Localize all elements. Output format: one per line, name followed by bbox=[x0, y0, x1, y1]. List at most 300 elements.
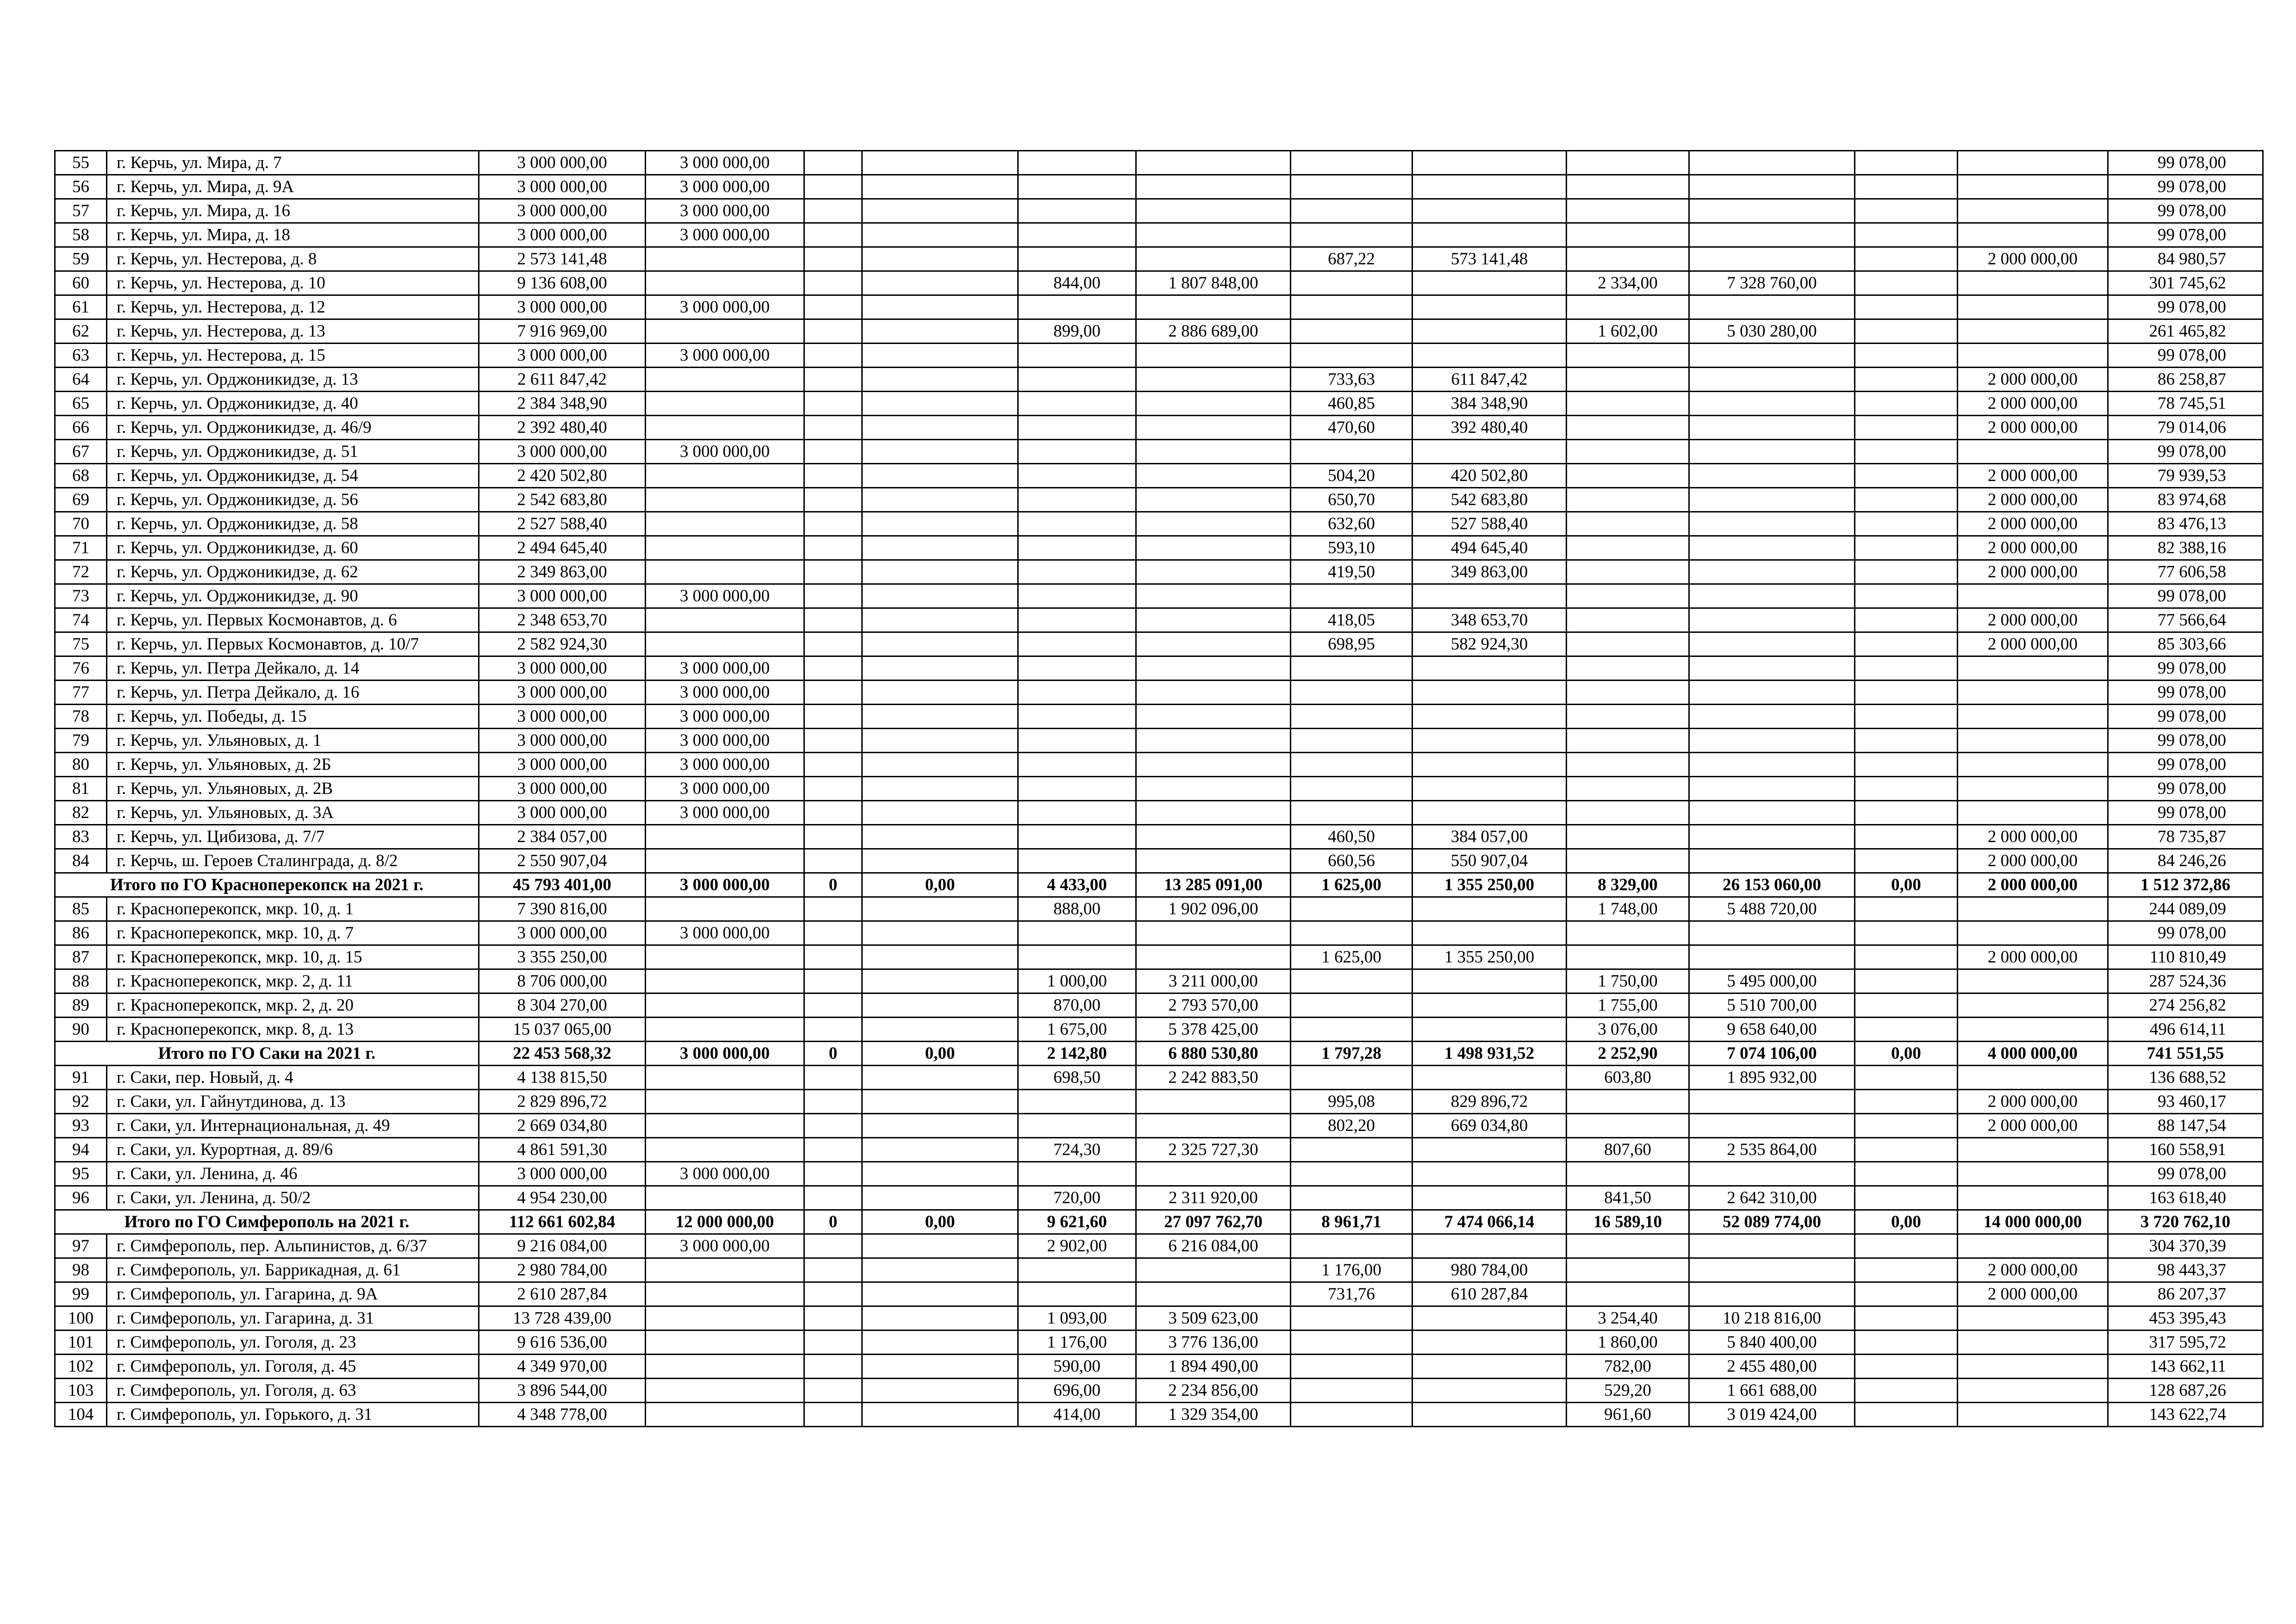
value-cell bbox=[1291, 344, 1412, 368]
value-cell bbox=[1291, 319, 1412, 344]
value-cell bbox=[804, 608, 862, 632]
subtotal-label: Итого по ГО Симферополь на 2021 г. bbox=[55, 1210, 479, 1234]
row-number-cell: 79 bbox=[55, 729, 107, 753]
value-cell bbox=[1689, 1090, 1855, 1114]
value-cell: 3 019 424,00 bbox=[1689, 1403, 1855, 1427]
value-cell bbox=[804, 1258, 862, 1282]
value-cell: 2 000 000,00 bbox=[1958, 464, 2108, 488]
value-cell bbox=[1136, 825, 1291, 849]
value-cell bbox=[1689, 1258, 1855, 1282]
value-cell bbox=[862, 223, 1018, 247]
value-cell: 414,00 bbox=[1018, 1403, 1136, 1427]
table-row bbox=[55, 368, 2263, 392]
value-cell bbox=[804, 1066, 862, 1090]
value-cell: 3 076,00 bbox=[1567, 1018, 1689, 1042]
value-cell: 5 378 425,00 bbox=[1136, 1018, 1291, 1042]
table-row bbox=[55, 825, 2263, 849]
table-row bbox=[55, 440, 2263, 464]
value-cell bbox=[1855, 1138, 1958, 1162]
value-cell bbox=[1412, 681, 1567, 705]
value-cell bbox=[1136, 753, 1291, 777]
value-cell bbox=[1855, 344, 1958, 368]
value-cell bbox=[1689, 464, 1855, 488]
address-cell: г. Керчь, ул. Орджоникидзе, д. 46/9 bbox=[107, 416, 479, 440]
value-cell bbox=[1136, 1114, 1291, 1138]
value-cell: 731,76 bbox=[1291, 1282, 1412, 1306]
value-cell bbox=[1689, 151, 1855, 175]
value-cell: 0 bbox=[804, 873, 862, 897]
value-cell bbox=[1018, 488, 1136, 512]
value-cell bbox=[646, 1090, 804, 1114]
value-cell: 98 443,37 bbox=[2108, 1258, 2263, 1282]
value-cell: 2 793 570,00 bbox=[1136, 993, 1291, 1018]
row-number-cell: 67 bbox=[55, 440, 107, 464]
value-cell: 160 558,91 bbox=[2108, 1138, 2263, 1162]
table-row bbox=[55, 849, 2263, 873]
value-cell: 84 980,57 bbox=[2108, 247, 2263, 271]
value-cell bbox=[804, 777, 862, 801]
row-number-cell: 85 bbox=[55, 897, 107, 921]
value-cell bbox=[1689, 440, 1855, 464]
table-row bbox=[55, 488, 2263, 512]
value-cell: 2 610 287,84 bbox=[479, 1282, 646, 1306]
address-cell: г. Красноперекопск, мкр. 10, д. 7 bbox=[107, 921, 479, 945]
value-cell: 3 000 000,00 bbox=[479, 801, 646, 825]
value-cell: 143 662,11 bbox=[2108, 1355, 2263, 1379]
value-cell bbox=[1136, 1162, 1291, 1186]
subtotal-label: Итого по ГО Саки на 2021 г. bbox=[55, 1042, 479, 1066]
row-number-cell: 99 bbox=[55, 1282, 107, 1306]
value-cell: 2 902,00 bbox=[1018, 1234, 1136, 1258]
value-cell bbox=[1018, 753, 1136, 777]
value-cell bbox=[1958, 271, 2108, 295]
value-cell: 1 000,00 bbox=[1018, 969, 1136, 993]
value-cell: 504,20 bbox=[1291, 464, 1412, 488]
value-cell bbox=[1855, 368, 1958, 392]
row-number-cell: 95 bbox=[55, 1162, 107, 1186]
value-cell: 244 089,09 bbox=[2108, 897, 2263, 921]
address-cell: г. Саки, ул. Гайнутдинова, д. 13 bbox=[107, 1090, 479, 1114]
value-cell: 12 000 000,00 bbox=[646, 1210, 804, 1234]
value-cell: 2 535 864,00 bbox=[1689, 1138, 1855, 1162]
table-row bbox=[55, 344, 2263, 368]
value-cell bbox=[1018, 416, 1136, 440]
table-row bbox=[55, 199, 2263, 223]
value-cell: 1 902 096,00 bbox=[1136, 897, 1291, 921]
value-cell bbox=[1018, 1162, 1136, 1186]
value-cell: 99 078,00 bbox=[2108, 681, 2263, 705]
value-cell: 99 078,00 bbox=[2108, 777, 2263, 801]
value-cell bbox=[1136, 223, 1291, 247]
value-cell: 3 000 000,00 bbox=[479, 705, 646, 729]
value-cell: 2 000 000,00 bbox=[1958, 512, 2108, 536]
value-cell bbox=[1018, 560, 1136, 584]
value-cell: 3 000 000,00 bbox=[646, 656, 804, 681]
row-number-cell: 89 bbox=[55, 993, 107, 1018]
value-cell bbox=[1855, 801, 1958, 825]
value-cell bbox=[1291, 1330, 1412, 1355]
value-cell bbox=[1412, 656, 1567, 681]
value-cell bbox=[1018, 729, 1136, 753]
value-cell bbox=[1291, 656, 1412, 681]
address-cell: г. Керчь, ул. Нестерова, д. 13 bbox=[107, 319, 479, 344]
value-cell bbox=[1958, 921, 2108, 945]
value-cell: 3 000 000,00 bbox=[646, 1042, 804, 1066]
value-cell bbox=[1689, 681, 1855, 705]
value-cell: 418,05 bbox=[1291, 608, 1412, 632]
address-cell: г. Красноперекопск, мкр. 8, д. 13 bbox=[107, 1018, 479, 1042]
value-cell bbox=[1412, 199, 1567, 223]
value-cell: 99 078,00 bbox=[2108, 175, 2263, 199]
value-cell: 6 216 084,00 bbox=[1136, 1234, 1291, 1258]
value-cell bbox=[1855, 560, 1958, 584]
value-cell bbox=[862, 1306, 1018, 1330]
value-cell bbox=[1567, 1282, 1689, 1306]
value-cell: 8 961,71 bbox=[1291, 1210, 1412, 1234]
value-cell: 99 078,00 bbox=[2108, 729, 2263, 753]
value-cell bbox=[1567, 825, 1689, 849]
value-cell bbox=[1567, 705, 1689, 729]
value-cell bbox=[1689, 921, 1855, 945]
value-cell: 3 000 000,00 bbox=[646, 1162, 804, 1186]
row-number-cell: 73 bbox=[55, 584, 107, 608]
row-number-cell: 58 bbox=[55, 223, 107, 247]
value-cell bbox=[1291, 151, 1412, 175]
value-cell bbox=[804, 223, 862, 247]
value-cell bbox=[1567, 199, 1689, 223]
value-cell bbox=[862, 151, 1018, 175]
table-row bbox=[55, 681, 2263, 705]
value-cell bbox=[1855, 416, 1958, 440]
value-cell bbox=[1689, 584, 1855, 608]
value-cell: 724,30 bbox=[1018, 1138, 1136, 1162]
value-cell: 304 370,39 bbox=[2108, 1234, 2263, 1258]
value-cell bbox=[1136, 729, 1291, 753]
value-cell bbox=[862, 1258, 1018, 1282]
value-cell bbox=[1855, 777, 1958, 801]
value-cell: 3 896 544,00 bbox=[479, 1379, 646, 1403]
value-cell: 0 bbox=[804, 1042, 862, 1066]
value-cell bbox=[1136, 632, 1291, 656]
value-cell bbox=[1567, 247, 1689, 271]
value-cell bbox=[804, 1379, 862, 1403]
value-cell: 7 474 066,14 bbox=[1412, 1210, 1567, 1234]
table-row bbox=[55, 1186, 2263, 1210]
value-cell: 1 661 688,00 bbox=[1689, 1379, 1855, 1403]
value-cell: 3 000 000,00 bbox=[646, 777, 804, 801]
address-cell: г. Симферополь, ул. Гагарина, д. 31 bbox=[107, 1306, 479, 1330]
table-row bbox=[55, 729, 2263, 753]
value-cell: 3 000 000,00 bbox=[479, 223, 646, 247]
value-cell bbox=[1855, 1282, 1958, 1306]
value-cell bbox=[1855, 1090, 1958, 1114]
value-cell bbox=[1958, 753, 2108, 777]
value-cell: 650,70 bbox=[1291, 488, 1412, 512]
value-cell: 2 384 348,90 bbox=[479, 392, 646, 416]
value-cell bbox=[646, 897, 804, 921]
address-cell: г. Керчь, ул. Петра Дейкало, д. 16 bbox=[107, 681, 479, 705]
value-cell bbox=[862, 536, 1018, 560]
address-cell: г. Керчь, ул. Цибизова, д. 7/7 bbox=[107, 825, 479, 849]
value-cell: 4 138 815,50 bbox=[479, 1066, 646, 1090]
value-cell: 3 000 000,00 bbox=[646, 151, 804, 175]
value-cell: 2 384 057,00 bbox=[479, 825, 646, 849]
row-number-cell: 84 bbox=[55, 849, 107, 873]
value-cell bbox=[804, 897, 862, 921]
value-cell bbox=[1018, 199, 1136, 223]
value-cell bbox=[1412, 1138, 1567, 1162]
table-row bbox=[55, 897, 2263, 921]
row-number-cell: 76 bbox=[55, 656, 107, 681]
value-cell bbox=[1567, 921, 1689, 945]
value-cell: 1 512 372,86 bbox=[2108, 873, 2263, 897]
value-cell: 733,63 bbox=[1291, 368, 1412, 392]
value-cell bbox=[1855, 512, 1958, 536]
table-row bbox=[55, 560, 2263, 584]
value-cell bbox=[646, 993, 804, 1018]
value-cell bbox=[1958, 1355, 2108, 1379]
value-cell bbox=[1291, 271, 1412, 295]
row-number-cell: 71 bbox=[55, 536, 107, 560]
value-cell bbox=[1855, 1258, 1958, 1282]
value-cell: 7 074 106,00 bbox=[1689, 1042, 1855, 1066]
row-number-cell: 104 bbox=[55, 1403, 107, 1427]
value-cell bbox=[1958, 705, 2108, 729]
value-cell: 527 588,40 bbox=[1412, 512, 1567, 536]
value-cell bbox=[1958, 1403, 2108, 1427]
value-cell: 870,00 bbox=[1018, 993, 1136, 1018]
value-cell bbox=[1018, 801, 1136, 825]
value-cell: 7 328 760,00 bbox=[1689, 271, 1855, 295]
value-cell: 610 287,84 bbox=[1412, 1282, 1567, 1306]
value-cell bbox=[1412, 223, 1567, 247]
value-cell: 15 037 065,00 bbox=[479, 1018, 646, 1042]
value-cell: 1 329 354,00 bbox=[1136, 1403, 1291, 1427]
row-number-cell: 83 bbox=[55, 825, 107, 849]
row-number-cell: 75 bbox=[55, 632, 107, 656]
value-cell: 93 460,17 bbox=[2108, 1090, 2263, 1114]
value-cell: 3 000 000,00 bbox=[646, 584, 804, 608]
value-cell bbox=[1958, 344, 2108, 368]
value-cell bbox=[1018, 1114, 1136, 1138]
value-cell: 2 494 645,40 bbox=[479, 536, 646, 560]
value-cell bbox=[862, 1330, 1018, 1355]
value-cell bbox=[1136, 368, 1291, 392]
value-cell: 2 642 310,00 bbox=[1689, 1186, 1855, 1210]
value-cell: 0,00 bbox=[862, 1042, 1018, 1066]
value-cell: 79 939,53 bbox=[2108, 464, 2263, 488]
value-cell bbox=[1855, 608, 1958, 632]
value-cell: 0,00 bbox=[1855, 1042, 1958, 1066]
value-cell bbox=[862, 921, 1018, 945]
value-cell bbox=[804, 681, 862, 705]
address-cell: г. Керчь, ул. Нестерова, д. 12 bbox=[107, 295, 479, 319]
address-cell: г. Симферополь, ул. Горького, д. 31 bbox=[107, 1403, 479, 1427]
row-number-cell: 68 bbox=[55, 464, 107, 488]
value-cell bbox=[1412, 753, 1567, 777]
address-cell: г. Керчь, ул. Первых Космонавтов, д. 10/7 bbox=[107, 632, 479, 656]
value-cell: 14 000 000,00 bbox=[1958, 1210, 2108, 1234]
value-cell bbox=[1136, 584, 1291, 608]
row-number-cell: 82 bbox=[55, 801, 107, 825]
value-cell: 5 495 000,00 bbox=[1689, 969, 1855, 993]
value-cell bbox=[1855, 1234, 1958, 1258]
value-cell bbox=[1018, 440, 1136, 464]
value-cell bbox=[1958, 897, 2108, 921]
value-cell bbox=[804, 945, 862, 969]
value-cell bbox=[862, 199, 1018, 223]
value-cell: 3 000 000,00 bbox=[479, 175, 646, 199]
value-cell: 1 675,00 bbox=[1018, 1018, 1136, 1042]
value-cell: 899,00 bbox=[1018, 319, 1136, 344]
row-number-cell: 63 bbox=[55, 344, 107, 368]
value-cell bbox=[1291, 223, 1412, 247]
value-cell bbox=[1958, 656, 2108, 681]
value-cell bbox=[1291, 440, 1412, 464]
value-cell bbox=[862, 416, 1018, 440]
table-row bbox=[55, 969, 2263, 993]
value-cell: 3 000 000,00 bbox=[479, 344, 646, 368]
value-cell: 2 573 141,48 bbox=[479, 247, 646, 271]
value-cell bbox=[1291, 1186, 1412, 1210]
address-cell: г. Красноперекопск, мкр. 2, д. 20 bbox=[107, 993, 479, 1018]
value-cell bbox=[1567, 440, 1689, 464]
value-cell: 136 688,52 bbox=[2108, 1066, 2263, 1090]
table-row bbox=[55, 1066, 2263, 1090]
address-cell: г. Керчь, ул. Ульяновых, д. 2В bbox=[107, 777, 479, 801]
value-cell bbox=[1291, 681, 1412, 705]
row-number-cell: 60 bbox=[55, 271, 107, 295]
value-cell bbox=[1291, 295, 1412, 319]
value-cell bbox=[1855, 488, 1958, 512]
value-cell: 27 097 762,70 bbox=[1136, 1210, 1291, 1234]
value-cell bbox=[1412, 1018, 1567, 1042]
value-cell bbox=[862, 1090, 1018, 1114]
value-cell: 2 886 689,00 bbox=[1136, 319, 1291, 344]
value-cell bbox=[1689, 416, 1855, 440]
value-cell bbox=[804, 488, 862, 512]
value-cell bbox=[1855, 1330, 1958, 1355]
table-row bbox=[55, 175, 2263, 199]
table-row bbox=[55, 271, 2263, 295]
value-cell bbox=[1567, 464, 1689, 488]
value-cell bbox=[1689, 1282, 1855, 1306]
value-cell: 6 880 530,80 bbox=[1136, 1042, 1291, 1066]
value-cell bbox=[1567, 344, 1689, 368]
value-cell bbox=[1689, 175, 1855, 199]
value-cell bbox=[862, 753, 1018, 777]
value-cell bbox=[1412, 1234, 1567, 1258]
value-cell bbox=[1958, 681, 2108, 705]
row-number-cell: 64 bbox=[55, 368, 107, 392]
value-cell bbox=[1412, 1066, 1567, 1090]
value-cell bbox=[1412, 319, 1567, 344]
value-cell: 99 078,00 bbox=[2108, 921, 2263, 945]
value-cell: 7 390 816,00 bbox=[479, 897, 646, 921]
value-cell bbox=[804, 344, 862, 368]
value-cell bbox=[1136, 416, 1291, 440]
value-cell bbox=[1136, 681, 1291, 705]
address-cell: г. Саки, ул. Ленина, д. 46 bbox=[107, 1162, 479, 1186]
value-cell bbox=[1855, 175, 1958, 199]
value-cell: 45 793 401,00 bbox=[479, 873, 646, 897]
row-number-cell: 69 bbox=[55, 488, 107, 512]
value-cell bbox=[1018, 151, 1136, 175]
value-cell bbox=[1567, 416, 1689, 440]
table-row bbox=[55, 656, 2263, 681]
value-cell bbox=[646, 271, 804, 295]
table-row bbox=[55, 1330, 2263, 1355]
address-cell: г. Саки, ул. Курортная, д. 89/6 bbox=[107, 1138, 479, 1162]
value-cell bbox=[1018, 681, 1136, 705]
value-cell: 3 000 000,00 bbox=[646, 295, 804, 319]
row-number-cell: 101 bbox=[55, 1330, 107, 1355]
value-cell: 593,10 bbox=[1291, 536, 1412, 560]
address-cell: г. Симферополь, ул. Гоголя, д. 45 bbox=[107, 1355, 479, 1379]
value-cell bbox=[1136, 849, 1291, 873]
value-cell: 99 078,00 bbox=[2108, 584, 2263, 608]
value-cell: 78 735,87 bbox=[2108, 825, 2263, 849]
value-cell bbox=[1136, 705, 1291, 729]
value-cell bbox=[1412, 1379, 1567, 1403]
value-cell: 392 480,40 bbox=[1412, 416, 1567, 440]
value-cell bbox=[1958, 1330, 2108, 1355]
value-cell: 7 916 969,00 bbox=[479, 319, 646, 344]
value-cell: 4 349 970,00 bbox=[479, 1355, 646, 1379]
value-cell bbox=[804, 753, 862, 777]
value-cell bbox=[862, 1403, 1018, 1427]
value-cell: 841,50 bbox=[1567, 1186, 1689, 1210]
value-cell bbox=[1855, 464, 1958, 488]
value-cell: 86 207,37 bbox=[2108, 1282, 2263, 1306]
value-cell bbox=[804, 271, 862, 295]
value-cell bbox=[1412, 440, 1567, 464]
value-cell bbox=[1855, 921, 1958, 945]
value-cell: 99 078,00 bbox=[2108, 223, 2263, 247]
value-cell: 9 216 084,00 bbox=[479, 1234, 646, 1258]
value-cell: 163 618,40 bbox=[2108, 1186, 2263, 1210]
value-cell bbox=[1567, 753, 1689, 777]
value-cell bbox=[1018, 656, 1136, 681]
value-cell: 2 234 856,00 bbox=[1136, 1379, 1291, 1403]
value-cell bbox=[804, 656, 862, 681]
value-cell bbox=[1855, 271, 1958, 295]
value-cell: 3 000 000,00 bbox=[479, 921, 646, 945]
value-cell bbox=[862, 295, 1018, 319]
value-cell bbox=[1136, 392, 1291, 416]
value-cell bbox=[1689, 199, 1855, 223]
row-number-cell: 62 bbox=[55, 319, 107, 344]
value-cell bbox=[1136, 344, 1291, 368]
value-cell bbox=[1567, 512, 1689, 536]
value-cell bbox=[1412, 969, 1567, 993]
value-cell bbox=[1136, 921, 1291, 945]
value-cell: 2 000 000,00 bbox=[1958, 849, 2108, 873]
value-cell: 2 829 896,72 bbox=[479, 1090, 646, 1114]
value-cell: 3 776 136,00 bbox=[1136, 1330, 1291, 1355]
value-cell bbox=[1291, 753, 1412, 777]
value-cell: 453 395,43 bbox=[2108, 1306, 2263, 1330]
address-cell: г. Керчь, ул. Орджоникидзе, д. 13 bbox=[107, 368, 479, 392]
row-number-cell: 91 bbox=[55, 1066, 107, 1090]
value-cell bbox=[646, 464, 804, 488]
value-cell bbox=[1412, 897, 1567, 921]
value-cell: 3 000 000,00 bbox=[646, 344, 804, 368]
value-cell: 1 625,00 bbox=[1291, 945, 1412, 969]
value-cell bbox=[804, 1138, 862, 1162]
value-cell bbox=[1855, 1018, 1958, 1042]
value-cell bbox=[862, 969, 1018, 993]
